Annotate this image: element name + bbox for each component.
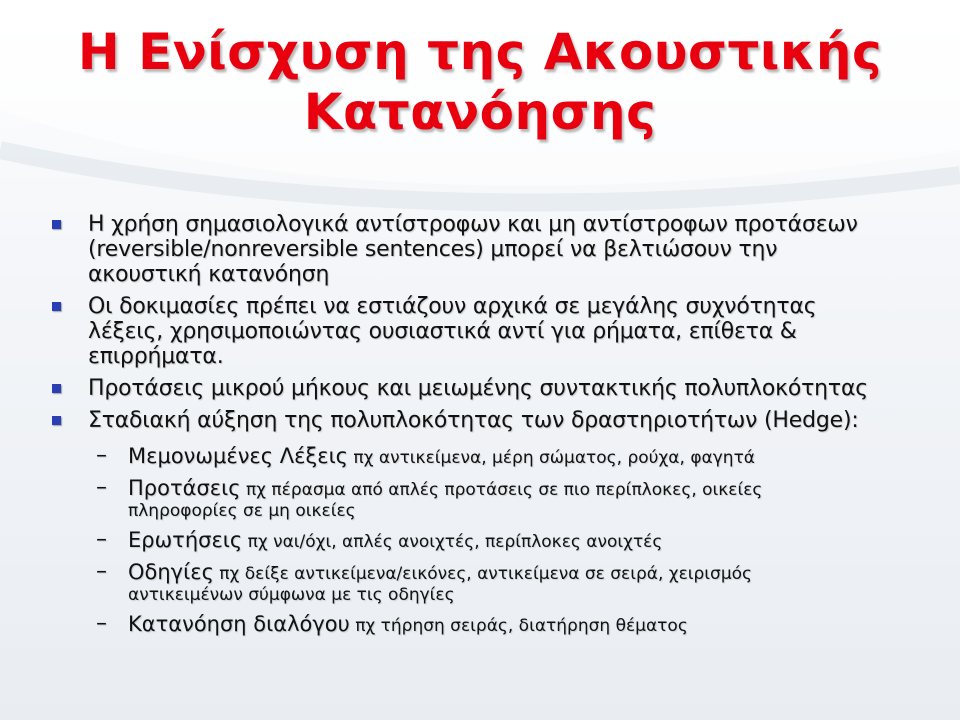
sub-item [0, 443, 960, 469]
sub-item-lead: Ερωτήσεις [128, 528, 243, 552]
sub-item-lead: Κατανόηση διαλόγου [128, 612, 350, 636]
bullet-text-line: ακουστική κατανόηση [88, 262, 330, 287]
sub-item-lead: Προτάσεις [128, 476, 241, 500]
bullet-item [0, 212, 960, 287]
bullet-text-line: Προτάσεις μικρού μήκους και μειωμένης συντακτικής πολυπλοκότητας [88, 376, 868, 401]
bullet-text-line: λέξεις, χρησιμοποιώντας ουσιαστικά αντί για ρήματα, επίθετα & [88, 319, 797, 344]
bullet-item [0, 294, 960, 369]
bullet-square-icon [52, 220, 61, 229]
sub-item-continuation: πληροφορίες σε μη οικείες [128, 501, 356, 521]
sub-item-lead: Μεμονωμένες Λέξεις [128, 444, 348, 468]
sub-item [0, 527, 960, 553]
bullet-square-icon [52, 416, 61, 425]
sub-item [0, 559, 960, 605]
bullet-item [0, 376, 960, 401]
bullet-text-line: Οι δοκιμασίες πρέπει να εστιάζουν αρχικά σε μεγάλης συχνότητας [88, 294, 817, 319]
dash-marker: – [96, 559, 107, 584]
bullet-square-icon [52, 302, 61, 311]
bullet-text-line: επιρρήματα. [88, 344, 224, 369]
slide-title [0, 22, 960, 142]
bullet-text-line: Η χρήση σημασιολογικά αντίστροφων και μη αντίστροφων προτάσεων [88, 212, 858, 237]
sub-item-detail: πχ δείξε αντικείμενα/εικόνες, αντικείμενα σε σειρά, χειρισμός [213, 564, 753, 584]
sub-item-lead: Οδηγίες [128, 560, 214, 584]
sub-item [0, 475, 960, 521]
sub-item-detail: πχ ναι/όχι, απλές ανοιχτές, περίπλοκες ανοιχτές [242, 532, 663, 552]
bullet-text-line: (reversible/nonreversible sentences) μπορεί να βελτιώσουν την [88, 237, 778, 262]
sub-item-continuation: αντικειμένων σύμφωνα με τις οδηγίες [128, 585, 455, 605]
bullet-square-icon [52, 384, 61, 393]
bullet-text-line: Σταδιακή αύξηση της πολυπλοκότητας των δραστηριοτήτων (Hedge): [88, 408, 859, 433]
title-line-1: Η Ενίσχυση της Ακουστικής [77, 23, 883, 81]
sub-item-detail: πχ τήρηση σειράς, διατήρηση θέματος [349, 616, 688, 636]
dash-marker: – [96, 443, 107, 468]
dash-marker: – [96, 611, 107, 636]
title-line-2: Κατανόησης [303, 83, 657, 141]
sub-item [0, 611, 960, 637]
dash-marker: – [96, 527, 107, 552]
slide-body [0, 212, 960, 643]
bullet-item [0, 408, 960, 433]
sub-item-detail: πχ πέρασμα από απλές προτάσεις σε πιο περίπλοκες, οικείες [240, 480, 763, 500]
dash-marker: – [96, 475, 107, 500]
sub-item-detail: πχ αντικείμενα, μέρη σώματος, ρούχα, φαγητά [348, 448, 756, 468]
